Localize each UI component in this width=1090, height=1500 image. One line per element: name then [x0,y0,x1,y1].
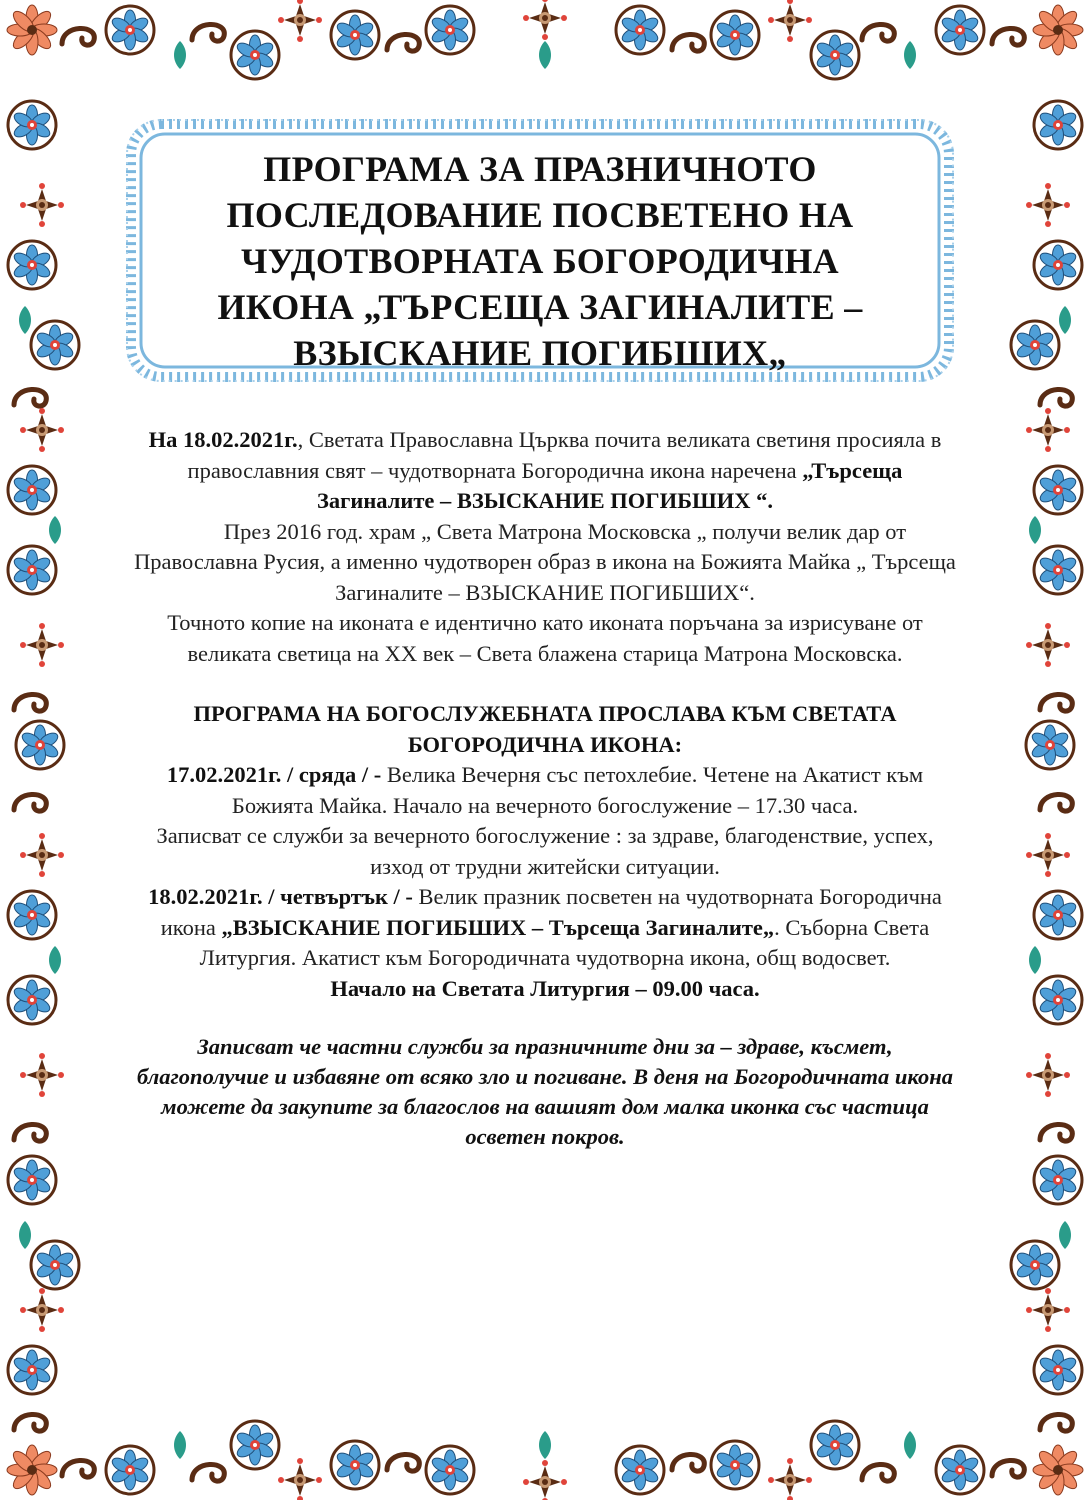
day-2-text: Велик празник посветен на чудотворната Богородична икона [160,884,942,940]
page-title [165,146,915,376]
title-line: ИКОНА „ТЪРСЕЩА ЗАГИНАЛИТЕ – [217,287,863,327]
spacer [130,1004,960,1032]
document-body [130,425,960,1152]
spacer [130,669,960,699]
intro-date: На 18.02.2021г. [148,427,298,452]
intro-paragraph-3: Точното копие на иконата е идентично като иконата поръчана за изрисуване от великата светица на XX век – Света блажена старица Матрона Московска. [167,610,923,666]
left-border-band [8,101,79,1431]
day-2-text-continued: . Съборна Света Литургия. Акатист към Богородичната чудотворна икона, общ водосвет. [199,914,930,970]
program-day-1 [130,760,960,821]
icon-name: „Търсеща Загиналите – ВЗЫСКАНИЕ ПОГИБШИХ “. [317,457,903,513]
program-day-1-note: Записват се служби за вечерното богослужение : за здраве, благоденствие, успех, изход от трудни житейски ситуации. [156,823,934,879]
day-1-text: Велика Вечерня със петохлебие. Четене на Акатист към Божията Майка. Начало на вечерното богослужение – 17.30 часа. [231,762,924,818]
closing-note: Записват че частни служби за празничните дни за – здраве, късмет, благополучие и избавяне от всяко зло и погиване. В деня на Богородичната икона можете да закупите за благослов на вашият дом малка иконка със частица осветен покров. [137,1034,953,1149]
bottom-border-band [7,1421,1083,1500]
program-heading: ПРОГРАМА НА БОГОСЛУЖЕБНАТА ПРОСЛАВА КЪМ СВЕТАТА БОГОРОДИЧНА ИКОНА: [193,701,897,757]
intro-paragraph-2: През 2016 год. храм „ Света Матрона Московска „ получи велик дар от Православна Русия, а именно чудотворен образ в икона на Божията Майка „ Търсеща Загиналите – ВЗЫСКАНИЕ ПОГИБШИХ“. [134,518,956,605]
title-line: ЧУДОТВОРНАТА БОГОРОДИЧНА [241,241,839,281]
right-border-band [1011,101,1082,1431]
title-line: ВЗЫСКАНИЕ ПОГИБШИХ„ [293,333,787,373]
title-line: ПРОГРАМА ЗА ПРАЗНИЧНОТО [263,149,817,189]
program-day-2 [130,882,960,974]
top-border-band [7,0,1083,79]
day-2-icon-name: „ВЗЫСКАНИЕ ПОГИБШИХ – Търсеща Загиналите„ [221,914,775,940]
title-frame [125,118,955,383]
day-2-date: 18.02.2021г. / четвъртък / - [148,884,413,909]
intro-paragraph-1 [130,425,960,517]
liturgy-start: Начало на Светата Литургия – 09.00 часа. [330,975,760,1001]
intro-text: , Светата Православна Църква почита великата светиня просияла в православния свят – чудотворната Богородична икона наречена [187,427,942,483]
day-1-date: 17.02.2021г. / сряда / - [166,762,382,787]
title-line: ПОСЛЕДОВАНИЕ ПОСВЕТЕНО НА [226,195,854,235]
